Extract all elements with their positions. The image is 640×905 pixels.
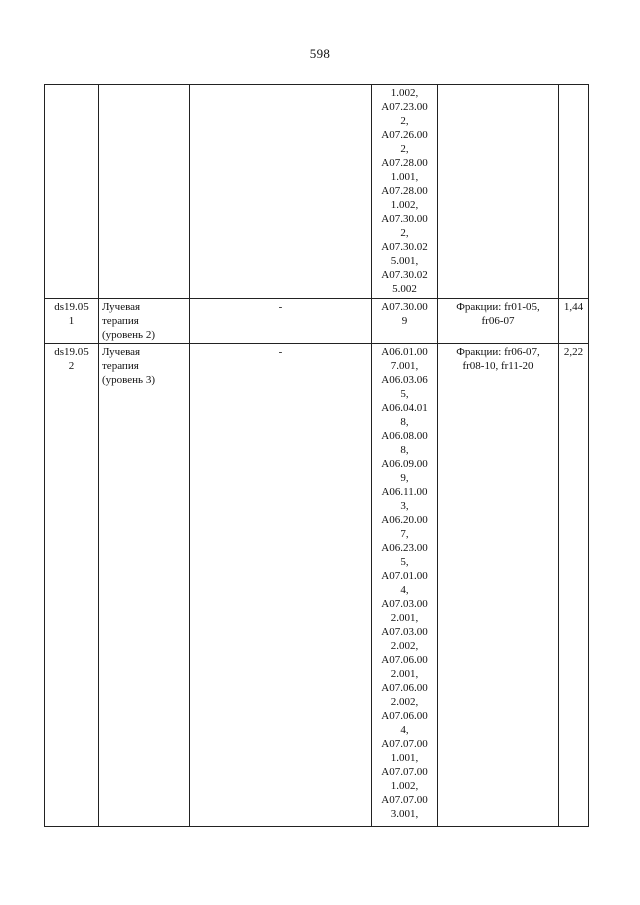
service-line: 7, [400,528,409,540]
additional-criteria-cell: - [190,344,372,827]
service-line: 2.002, [390,640,419,652]
service-line: A07.23.00 [381,101,428,113]
service-line: 8, [400,416,409,428]
service-line: 5, [400,388,409,400]
criteria-cell [438,344,559,827]
service-line: 2, [400,143,409,155]
service-line: A06.08.00 [381,430,428,442]
name-line: Лучевая [102,301,141,313]
service-line: A06.11.00 [381,486,428,498]
services-cell [372,299,438,344]
code-line: ds19.05 [54,346,89,358]
service-line: 2.001, [390,612,419,624]
service-line: 2.002, [390,696,419,708]
code-line: 2 [68,360,75,372]
name-line: (уровень 2) [102,329,155,341]
service-line: A07.07.00 [381,766,428,778]
code-line: 1 [68,315,75,327]
table-row [45,85,589,299]
coefficient-cell: 1,44 [559,299,589,344]
service-line: 9 [401,315,408,327]
service-line: A07.07.00 [381,794,428,806]
additional-criteria-cell: - [190,299,372,344]
name-cell [99,85,190,299]
additional-criteria-cell [190,85,372,299]
service-line: A07.03.00 [381,626,428,638]
service-line: A07.30.02 [381,269,428,281]
service-line: 5, [400,556,409,568]
coefficient-cell: 2,22 [559,344,589,827]
service-line: A07.06.00 [381,710,428,722]
service-line: A07.30.00 [381,301,428,313]
service-line: 2.001, [390,668,419,680]
table-row [45,299,589,344]
service-line: 1.002, [390,199,419,211]
coefficient-cell [559,85,589,299]
code-cell [45,85,99,299]
service-line: 8, [400,444,409,456]
service-line: A07.06.00 [381,682,428,694]
services-cell [372,85,438,299]
code-cell [45,344,99,827]
name-line: терапия [102,315,139,327]
service-line: 1.002, [390,87,419,99]
service-line: A07.26.00 [381,129,428,141]
criteria-line: Фракции: fr06-07, [456,346,540,358]
service-line: A07.28.00 [381,157,428,169]
table-row [45,344,589,827]
service-line: A06.20.00 [381,514,428,526]
criteria-line: fr06-07 [481,315,515,327]
service-line: 2, [400,115,409,127]
service-line: 5.002 [392,283,417,295]
code-line: ds19.05 [54,301,89,313]
service-line: A07.03.00 [381,598,428,610]
service-line: 1.001, [390,752,419,764]
service-line: 4, [400,584,409,596]
tariff-table [44,84,589,827]
service-line: A07.30.02 [381,241,428,253]
service-line: A07.06.00 [381,654,428,666]
service-line: 1.002, [390,780,419,792]
service-line: 9, [400,472,409,484]
criteria-line: fr08-10, fr11-20 [462,360,534,372]
service-line: A06.04.01 [381,402,428,414]
service-line: 1.001, [390,171,419,183]
name-cell [99,299,190,344]
services-cell [372,344,438,827]
criteria-line: Фракции: fr01-05, [456,301,540,313]
service-line: A07.07.00 [381,738,428,750]
name-line: терапия [102,360,139,372]
criteria-cell [438,85,559,299]
service-line: A06.03.06 [381,374,428,386]
service-line: A07.30.00 [381,213,428,225]
page-number: 598 [309,46,331,61]
service-line: 4, [400,724,409,736]
service-line: 5.001, [390,255,419,267]
criteria-cell [438,299,559,344]
service-line: A06.01.00 [381,346,428,358]
name-line: (уровень 3) [102,374,155,386]
service-line: A07.28.00 [381,185,428,197]
name-line: Лучевая [102,346,141,358]
code-cell [45,299,99,344]
service-line: 3, [400,500,409,512]
name-cell [99,344,190,827]
service-line: 7.001, [390,360,419,372]
service-line: A07.01.00 [381,570,428,582]
service-line: A06.23.00 [381,542,428,554]
service-line: 2, [400,227,409,239]
service-line: 3.001, [390,808,419,820]
service-line: A06.09.00 [381,458,428,470]
